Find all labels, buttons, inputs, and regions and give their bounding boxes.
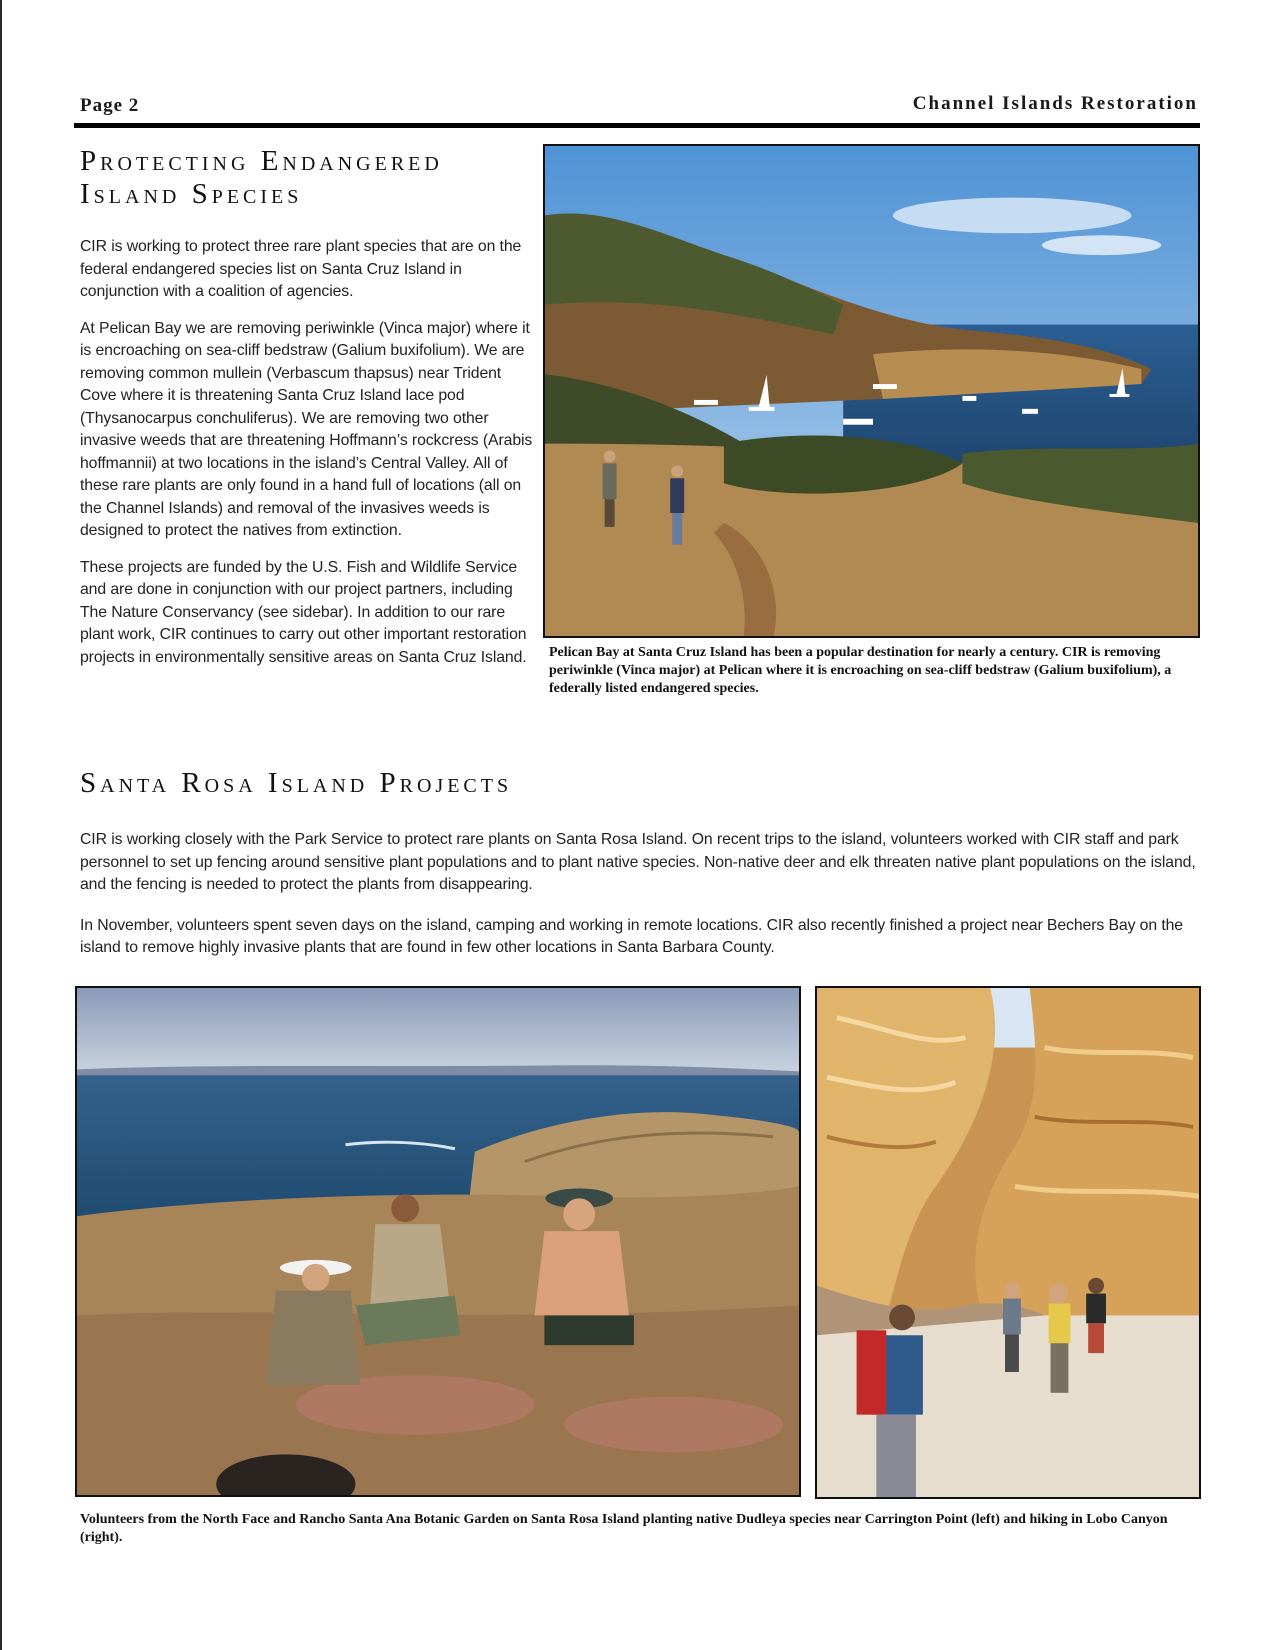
page-left-edge — [0, 0, 2, 1650]
photo-caption-pelican-bay: Pelican Bay at Santa Cruz Island has been a popular destination for nearly a century. CIR is removing periwinkle (Vinca major) at Pelican where it is encroaching on sea-cliff bedstraw (Galium buxifolium), a federally listed endangered species. — [549, 645, 1172, 696]
paragraph: CIR is working closely with the Park Service to protect rare plants on Santa Rosa Island. On recent trips to the island, volunteers worked with CIR staff and park personnel to set up fencing around sensitive plant populations and to plant native species. Non-native deer and elk threaten native plant populations on the island, and the fencing is needed to protect the plants from disappearing. — [80, 831, 1196, 893]
publication-title: Channel Islands Restoration — [912, 93, 1198, 114]
section-title-endangered-species: Protecting Endangered Island Species — [80, 145, 443, 211]
paragraph: These projects are funded by the U.S. Fish and Wildlife Service and are done in conjunction with our project partners, including The Nature Conservancy (see sidebar). In addition to our rare plant work, CIR continues to carry out other important restoration projects in environmentally sensitive areas on Santa Cruz Island. — [80, 558, 527, 666]
photo-pelican-bay — [543, 144, 1200, 638]
section-body-santa-rosa — [80, 829, 1200, 978]
paragraph: At Pelican Bay we are removing periwinkle (Vinca major) where it is encroaching on sea-cliff bedstraw (Galium buxifolium). We are removing common mullein (Verbascum thapsus) near Trident Cove where it is threatening Santa Cruz Island lace pod (Thysanocarpus conchuliferus). We are removing two other invasive weeds that are threatening Hoffmann’s rockcress (Arabis hoffmannii) at two locations in the island’s Central Valley. All of these rare plants are only found in a hand full of locations (all on the Channel Islands) and removal of the invasives weeds is designed to protect the natives from extinction. — [80, 319, 533, 539]
photo-lobo-canyon — [815, 986, 1201, 1499]
page-header — [80, 95, 1198, 123]
header-rule — [74, 123, 1200, 128]
paragraph: CIR is working to protect three rare plant species that are on the federal endangered species list on Santa Cruz Island in conjunction with a coalition of agencies. — [80, 238, 522, 300]
section-title-santa-rosa: Santa Rosa Island Projects — [80, 767, 513, 799]
section-body-endangered-species — [80, 236, 540, 683]
page-number: Page 2 — [80, 95, 140, 116]
paragraph: In November, volunteers spent seven days on the island, camping and working in remote locations. CIR also recently finished a project near Bechers Bay on the island to remove highly invasive plants that are found in few other locations in Santa Barbara County. — [80, 916, 1183, 956]
photo-caption-santa-rosa: Volunteers from the North Face and Rancho Santa Ana Botanic Garden on Santa Rosa Island planting native Dudleya species near Carrington Point (left) and hiking in Lobo Canyon (right). — [80, 1512, 1168, 1545]
photo-carrington-point — [75, 986, 801, 1497]
